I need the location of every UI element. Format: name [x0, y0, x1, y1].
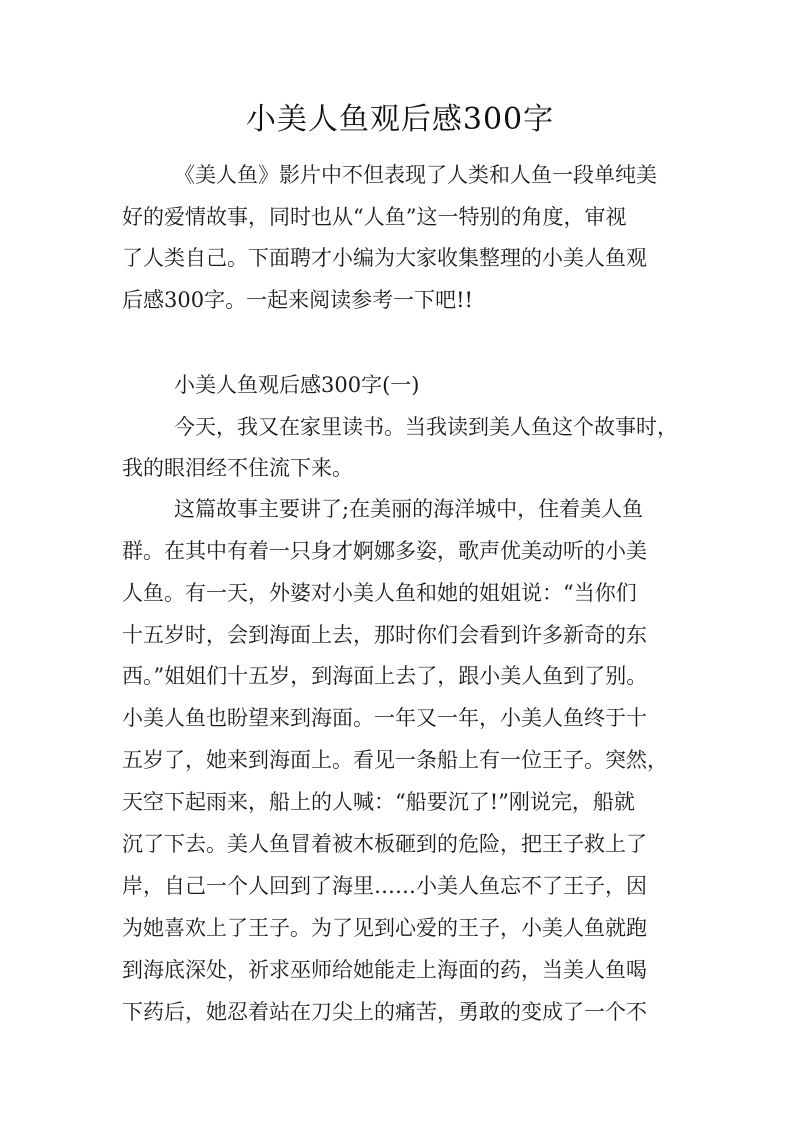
body-line: 岸，自己一个人回到了海里……小美人鱼忘不了王子，因 — [122, 874, 647, 898]
body-line: 天空下起雨来，船上的人喊：“船要沉了!”刚说完，船就 — [122, 790, 635, 814]
body-line: 沉了下去。美人鱼冒着被木板砸到的危险，把王子救上了 — [122, 832, 647, 856]
body-line: 下药后，她忍着站在刀尖上的痛苦，勇敢的变成了一个不 — [122, 1000, 647, 1024]
body-line: 群。在其中有着一只身才婀娜多姿，歌声优美动听的小美 — [122, 539, 647, 563]
body-line: 西。”姐姐们十五岁，到海面上去了，跟小美人鱼到了别。 — [122, 664, 648, 688]
body-line: 五岁了，她来到海面上。看见一条船上有一位王子。突然， — [122, 748, 668, 772]
body-line: 我的眼泪经不住流下来。 — [122, 456, 353, 480]
body-line: 这篇故事主要讲了;在美丽的海洋城中，住着美人鱼 — [174, 497, 644, 521]
body-line: 十五岁时，会到海面上去，那时你们会看到许多新奇的东 — [122, 623, 647, 647]
body-line: 人鱼。有一天，外婆对小美人鱼和她的姐姐说：“当你们 — [122, 581, 637, 605]
body-line: 今天，我又在家里读书。当我读到美人鱼这个故事时， — [174, 415, 678, 439]
body-line: 小美人鱼也盼望来到海面。一年又一年，小美人鱼终于十 — [122, 706, 647, 730]
intro-line-2: 好的爱情故事，同时也从“人鱼”这一特别的角度，审视 — [122, 205, 627, 229]
body-line: 为她喜欢上了王子。为了见到心爱的王子，小美人鱼就跑 — [122, 916, 647, 940]
intro-line-3: 了人类自己。下面聘才小编为大家收集整理的小美人鱼观 — [122, 246, 647, 270]
body-line: 到海底深处，祈求巫师给她能走上海面的药，当美人鱼喝 — [122, 958, 647, 982]
intro-line-1: 《美人鱼》影片中不但表现了人类和人鱼一段单纯美 — [174, 163, 657, 187]
page-title: 小美人鱼观后感300字 — [245, 102, 555, 137]
intro-line-4: 后感300字。一起来阅读参考一下吧!! — [122, 288, 473, 312]
section-heading: 小美人鱼观后感300字(一) — [174, 373, 420, 397]
